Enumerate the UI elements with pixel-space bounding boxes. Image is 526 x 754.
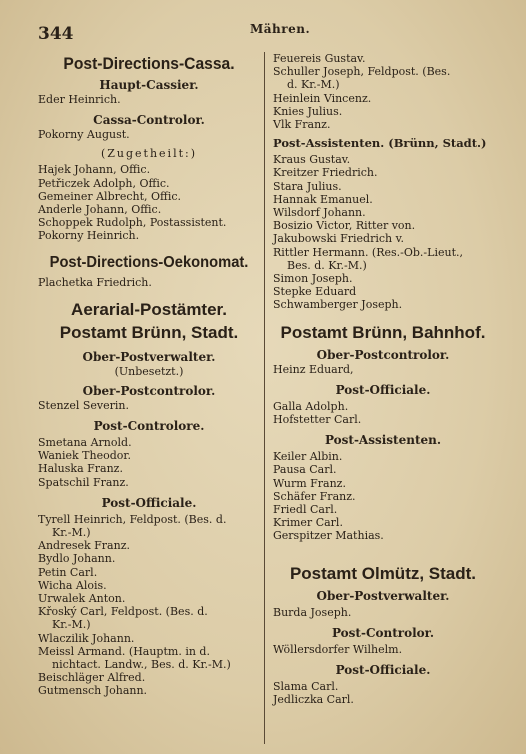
list-item: Pokorny August. [38, 128, 130, 142]
heading-ober-postverwalter: Ober-Postverwalter. [82, 349, 216, 364]
heading-olmuetz-post-controlor: Post-Controlor. [331, 625, 435, 640]
list-item: Andresek Franz. [38, 539, 130, 553]
region-title: Mähren. [250, 22, 311, 36]
list-haupt-cassier [38, 93, 260, 106]
list-item: Smetana Arnold. [38, 436, 132, 450]
list-item: Anderle Johann, Offic. [38, 203, 162, 217]
list-item: Petin Carl. [38, 565, 98, 579]
section-title-post-directions-oekonomat: Post-Directions-Oekonomat. [49, 253, 249, 271]
list-item: Bydlo Johann. [38, 552, 116, 566]
list-item: Schwamberger Joseph. [273, 298, 403, 312]
section-title-postamt-bruenn-bahnhof: Postamt Brünn, Bahnhof. [280, 322, 486, 342]
list-post-officiale [38, 513, 260, 698]
list-item: Eder Heinrich. [38, 93, 121, 106]
heading-post-assistenten-bruenn-stadt: Post-Assistenten. (Brünn, Stadt.) [273, 136, 487, 151]
heading-olmuetz-post-officiale: Post-Officiale. [335, 663, 431, 678]
list-item: Knies Julius. [273, 104, 343, 118]
list-item: Wlaczilik Johann. [38, 631, 135, 645]
list-olmuetz-post-officiale [273, 680, 493, 706]
list-item: Schuller Joseph, Feldpost. (Bes. [273, 65, 451, 79]
list-item: Simon Joseph. [273, 272, 353, 286]
page-number: 344 [38, 24, 74, 44]
list-item: Bosizio Victor, Ritter von. [273, 219, 416, 233]
list-item: Petřiczek Adolph, Offic. [38, 176, 170, 190]
list-item: Jedliczka Carl. [273, 693, 354, 707]
list-olmuetz-ober-postverwalter [273, 606, 493, 619]
section-title-postamt-olmuetz-stadt: Postamt Olmütz, Stadt. [289, 563, 477, 583]
list-item: Schoppek Rudolph, Postassistent. [38, 216, 227, 230]
list-item: Wicha Alois. [38, 578, 107, 592]
list-item: Jakubowski Friedrich v. [273, 232, 405, 246]
list-item: Hofstetter Carl. [273, 413, 362, 427]
section-title-postamt-bruenn-stadt: Postamt Brünn, Stadt. [59, 322, 239, 342]
list-item: Schäfer Franz. [273, 489, 356, 503]
list-item: Pokorny Heinrich. [38, 229, 140, 243]
list-item: Stara Julius. [273, 179, 342, 193]
list-item: Keiler Albin. [273, 450, 343, 464]
list-bahnhof-post-officiale [273, 400, 493, 426]
list-item: Plachetka Friedrich. [38, 275, 152, 289]
list-item: Vlk Franz. [273, 118, 331, 132]
section-title-aerarial-postaemter: Aerarial-Postämter. [71, 299, 227, 319]
list-zugetheilt [38, 163, 260, 242]
list-item-continuation: d. Kr.-M.) [287, 78, 340, 92]
heading-post-controlore: Post-Controlore. [93, 419, 205, 434]
list-item: Kreitzer Friedrich. [273, 166, 378, 180]
list-bahnhof-ober-postcontrolor [273, 363, 493, 376]
list-item: Slama Carl. [273, 680, 339, 694]
heading-ober-postcontrolor: Ober-Postcontrolor. [82, 383, 216, 398]
list-item: Heinlein Vincenz. [273, 91, 372, 105]
list-item: Pausa Carl. [273, 463, 337, 477]
list-item: Křoský Carl, Feldpost. (Bes. d. [38, 605, 208, 619]
list-post-controlore [38, 436, 260, 489]
list-item: Stepke Eduard [273, 285, 357, 299]
list-item: Wöllersdorfer Wilhelm. [273, 642, 403, 656]
list-item-continuation: Bes. d. Kr.-M.) [287, 258, 367, 272]
list-item-continuation: Kr.-M.) [52, 526, 91, 540]
list-item: Heinz Eduard, [273, 362, 354, 376]
list-item: Haluska Franz. [38, 462, 123, 476]
heading-bahnhof-ober-postcontrolor: Ober-Postcontrolor. [316, 347, 450, 362]
list-cassa-controlor [38, 128, 260, 141]
list-item-continuation: Kr.-M.) [52, 618, 91, 632]
list-item: Wurm Franz. [273, 476, 346, 490]
section-title-post-directions-cassa: Post-Directions-Cassa. [63, 54, 235, 73]
list-item-continuation: nichtact. Landw., Bes. d. Kr.-M.) [52, 658, 231, 672]
list-item: Gerspitzer Mathias. [273, 529, 384, 543]
list-item: Friedl Carl. [273, 503, 338, 517]
list-item: Meissl Armand. (Hauptm. in d. [38, 644, 210, 658]
list-item: Kraus Gustav. [273, 153, 351, 167]
list-olmuetz-post-controlor [273, 643, 493, 656]
right-column [273, 52, 493, 707]
list-item: Hannak Emanuel. [273, 192, 373, 206]
list-bahnhof-post-assistenten [273, 450, 493, 542]
list-item: Wilsdorf Johann. [273, 206, 366, 220]
list-oekonomat [38, 276, 260, 289]
list-item: Tyrell Heinrich, Feldpost. (Bes. d. [38, 512, 227, 526]
column-divider [264, 52, 265, 744]
list-item: Hajek Johann, Offic. [38, 163, 151, 177]
list-item: Urwalek Anton. [38, 592, 126, 606]
list-ober-postcontrolor [38, 399, 260, 412]
list-item: Gutmensch Johann. [38, 684, 148, 698]
list-continued-officiale [273, 52, 493, 131]
list-item: Beischläger Alfred. [38, 671, 146, 685]
heading-olmuetz-ober-postverwalter: Ober-Postverwalter. [316, 588, 450, 603]
list-item: Spatschil Franz. [38, 475, 129, 489]
heading-haupt-cassier: Haupt-Cassier. [99, 78, 199, 92]
note-unbesetzt: (Unbesetzt.) [114, 364, 184, 378]
list-item: Galla Adolph. [273, 399, 349, 413]
list-item: Waniek Theodor. [38, 449, 131, 463]
list-item: Rittler Hermann. (Res.-Ob.-Lieut., [273, 245, 463, 259]
list-item: Krimer Carl. [273, 516, 343, 530]
list-item: Stenzel Severin. [38, 398, 129, 412]
list-post-assistenten [273, 153, 493, 311]
heading-post-officiale: Post-Officiale. [101, 495, 197, 510]
list-item: Feuereis Gustav. [273, 52, 366, 65]
list-item: Gemeiner Albrecht, Offic. [38, 189, 182, 203]
heading-bahnhof-post-assistenten: Post-Assistenten. [324, 433, 442, 448]
left-column [38, 52, 260, 698]
heading-bahnhof-post-officiale: Post-Officiale. [335, 382, 431, 397]
list-item: Burda Joseph. [273, 605, 352, 619]
note-zugetheilt: (Zugetheilt:) [100, 147, 198, 161]
heading-cassa-controlor: Cassa-Controlor. [93, 113, 205, 128]
running-head [0, 22, 526, 44]
